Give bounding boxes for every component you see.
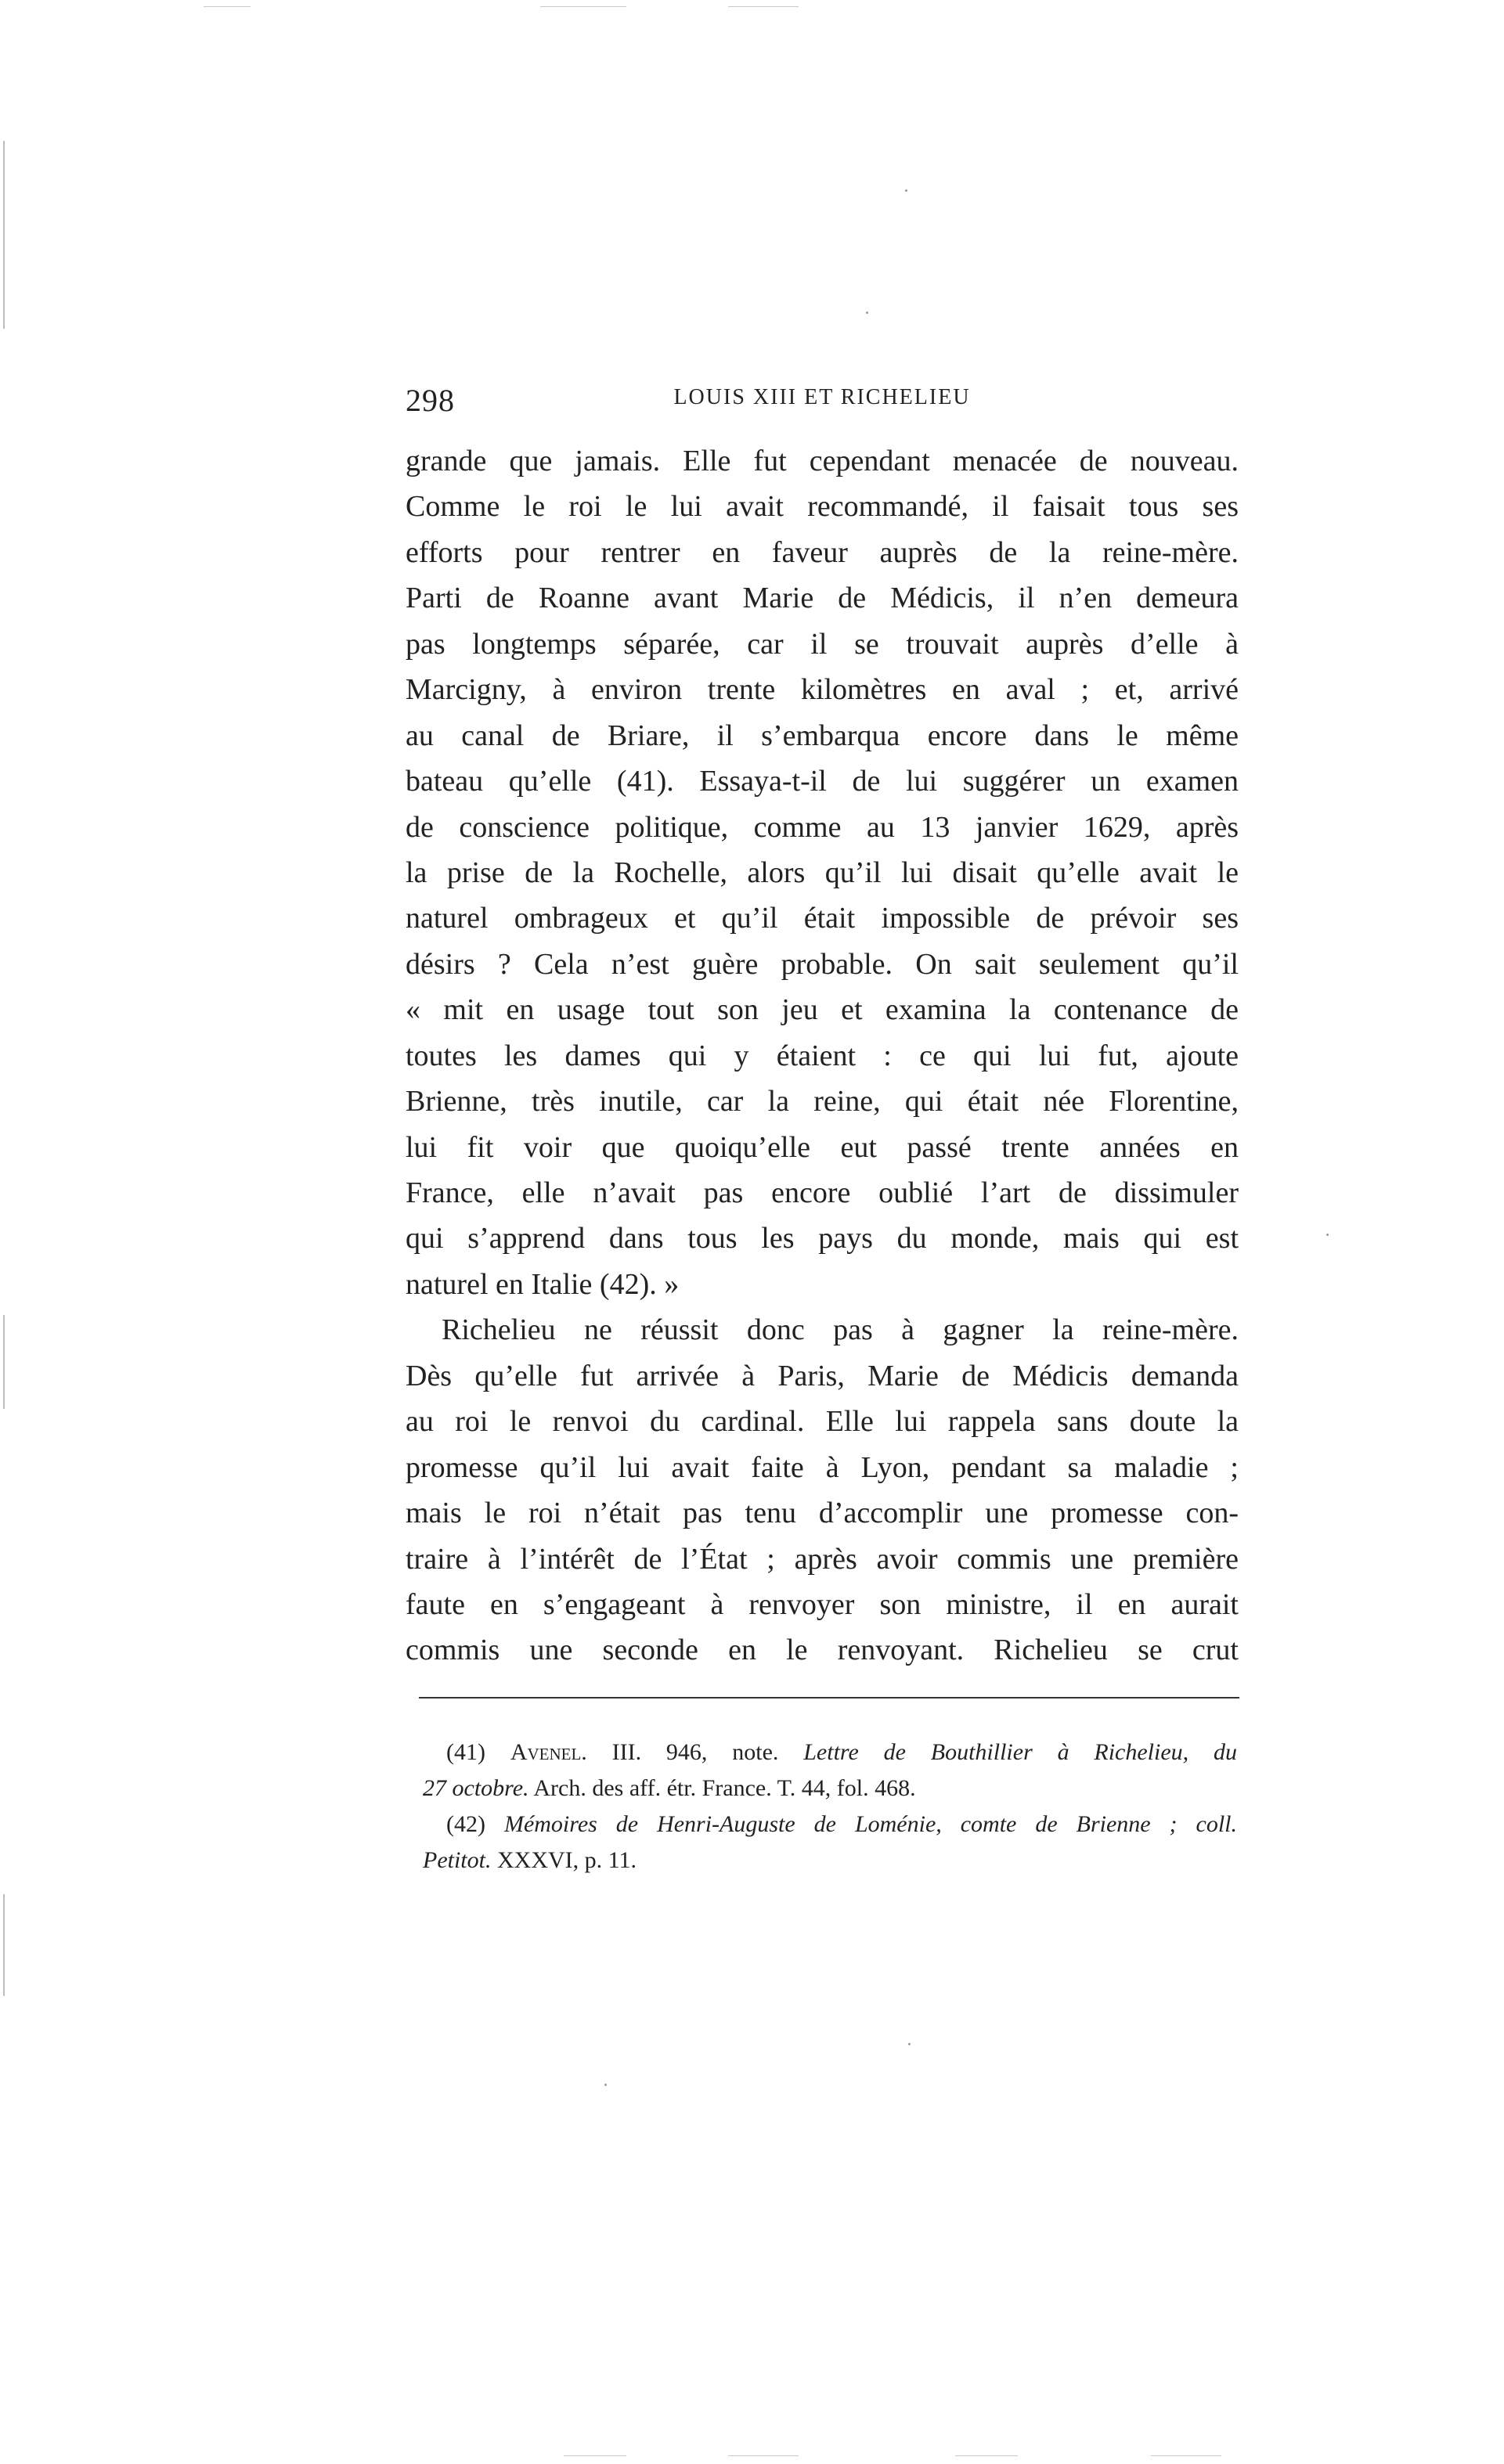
- scan-edge-mark: [3, 141, 5, 329]
- footnote-rule: [419, 1697, 1239, 1699]
- running-title: LOUIS XIII ET RICHELIEU: [673, 385, 971, 409]
- scan-bottom-line: [564, 2455, 626, 2456]
- text-line: toutes les dames qui y étaient : ce qui lui fut, ajoute: [406, 1039, 1239, 1072]
- footnotes: [423, 1735, 1237, 1879]
- scan-edge-mark: [3, 1315, 5, 1409]
- text-line: Parti de Roanne avant Marie de Médicis, il n’en demeura: [406, 582, 1239, 615]
- footnote-number: (42): [446, 1811, 485, 1837]
- scan-bottom-line: [955, 2455, 1018, 2456]
- text-line: Comme le roi le lui avait recommandé, il faisait tous ses: [406, 490, 1239, 524]
- text-line: Marcigny, à environ trente kilomètres en aval ; et, arrivé: [406, 673, 1239, 707]
- text-line: traire à l’intérêt de l’État ; après avoir commis une première: [406, 1542, 1239, 1576]
- scan-top-line: [204, 6, 251, 7]
- text-line: Richelieu ne réussit donc pas à gagner la reine-mère.: [442, 1313, 1239, 1347]
- text-line: commis une seconde en le renvoyant. Richelieu se crut: [406, 1634, 1239, 1667]
- footnote-number: (41): [446, 1739, 485, 1765]
- scan-speck: [905, 189, 907, 192]
- text-line: Brienne, très inutile, car la reine, qui était née Florentine,: [406, 1085, 1239, 1119]
- text-line: « mit en usage tout son jeu et examina la contenance de: [406, 993, 1239, 1027]
- scan-edge-mark: [3, 1894, 5, 1996]
- text-line: Dès qu’elle fut arrivée à Paris, Marie de Médicis demanda: [406, 1359, 1239, 1392]
- text-line: naturel en Italie (42). »: [406, 1267, 680, 1301]
- text-line: grande que jamais. Elle fut cependant menacée de nouveau.: [406, 445, 1239, 477]
- scan-bottom-line: [1151, 2455, 1221, 2456]
- text-line: au roi le renvoi du cardinal. Elle lui rappela sans doute la: [406, 1405, 1239, 1439]
- footnote-41: [423, 1735, 1237, 1771]
- footnote-source: Arch. des aff. étr. France. T. 44, fol. 468.: [533, 1775, 916, 1801]
- text-line: la prise de la Rochelle, alors qu’il lui disait qu’elle avait le: [406, 856, 1239, 889]
- footnote-title: Mémoires de Henri-Auguste de Loménie, comte de Brienne ; coll.: [503, 1811, 1237, 1837]
- text-line: naturel ombrageux et qu’il était impossible de prévoir ses: [406, 902, 1239, 935]
- footnote-author: Avenel.: [510, 1739, 587, 1765]
- scan-speck: [604, 2084, 607, 2086]
- scan-top-line: [728, 6, 799, 7]
- footnote-title: Lettre de Bouthillier à Richelieu, du: [803, 1739, 1237, 1765]
- scan-speck: [1326, 1234, 1329, 1236]
- scan-top-line: [540, 6, 626, 7]
- text-line: efforts pour rentrer en faveur auprès de la reine-mère.: [406, 535, 1239, 569]
- text-line: de conscience politique, comme au 13 janvier 1629, après: [406, 810, 1239, 844]
- text-line: au canal de Briare, il s’embarqua encore dans le même: [406, 719, 1239, 752]
- text-line: faute en s’engageant à renvoyer son ministre, il en aurait: [406, 1587, 1239, 1621]
- text-line: lui fit voir que quoiqu’elle eut passé trente années en: [406, 1130, 1239, 1164]
- scan-bottom-line: [728, 2455, 799, 2456]
- footnote-ref: III. 946, note.: [611, 1739, 779, 1765]
- text-line: promesse qu’il lui avait faite à Lyon, pendant sa maladie ;: [406, 1450, 1239, 1484]
- body-text: [406, 438, 1239, 1673]
- text-line: France, elle n’avait pas encore oublié l’art de dissimuler: [406, 1176, 1239, 1209]
- scan-speck: [908, 2043, 911, 2045]
- text-line: pas longtemps séparée, car il se trouvait auprès d’elle à: [406, 627, 1239, 661]
- footnote-title: 27 octobre.: [423, 1775, 529, 1801]
- page-number: 298: [406, 383, 455, 418]
- text-line: mais le roi n’était pas tenu d’accomplir une promesse con-: [406, 1497, 1239, 1530]
- footnote-source: XXXVI, p. 11.: [496, 1847, 637, 1873]
- text-line: qui s’apprend dans tous les pays du monde, mais qui est: [406, 1222, 1239, 1255]
- footnote-42-cont: [423, 1843, 1237, 1879]
- text-line: désirs ? Cela n’est guère probable. On sait seulement qu’il: [406, 947, 1239, 981]
- scan-speck: [866, 312, 868, 314]
- footnote-42: [423, 1807, 1237, 1843]
- footnote-title: Petitot.: [423, 1847, 492, 1873]
- text-line: bateau qu’elle (41). Essaya-t-il de lui suggérer un examen: [406, 765, 1239, 798]
- footnote-41-cont: [423, 1771, 1237, 1807]
- page-header: [406, 382, 1239, 418]
